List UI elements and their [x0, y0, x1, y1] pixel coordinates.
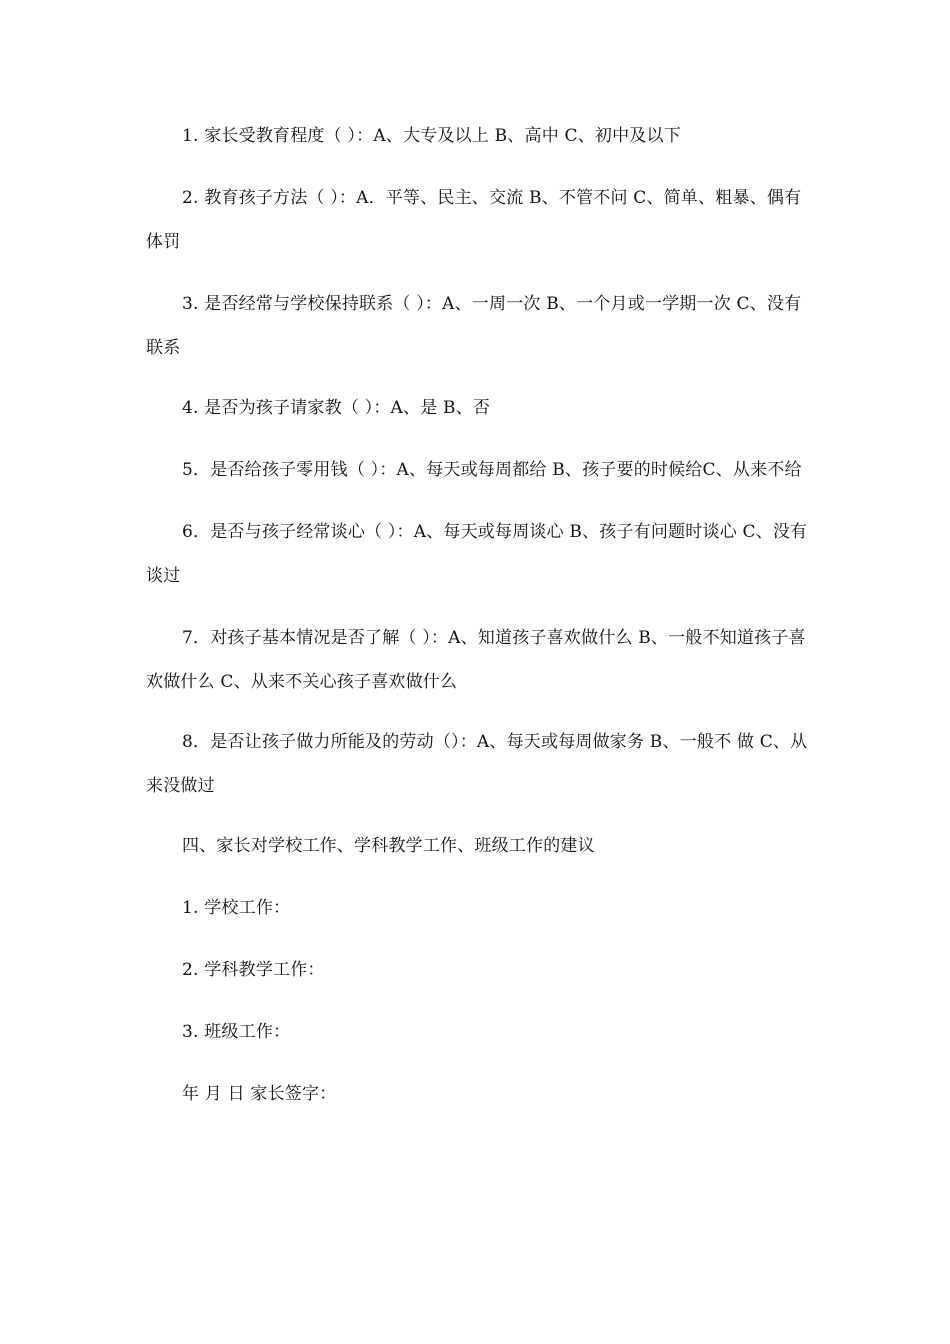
question-5: 5．是否给孩子零用钱（ ）：A、每天或每周都给 B、孩子要的时候给C、从来不给 [182, 460, 802, 480]
suggestion-class-work: 3. 班级工作： [182, 1022, 291, 1042]
question-2: 2. 教育孩子方法（ ）：A．平等、民主、交流 B、不管不问 C、简单、粗暴、偶有体罚 [146, 188, 802, 252]
signature-line: 年 月 日 家长签字： [182, 1084, 337, 1104]
suggestion-school-work: 1. 学校工作： [182, 898, 291, 918]
question-1: 1. 家长受教育程度（ ）：A、大专及以上 B、高中 C、初中及以下 [182, 126, 681, 146]
question-8: 8．是否让孩子做力所能及的劳动（）：A、每天或每周做家务 B、一般不 做 C、从来没做过 [146, 732, 808, 796]
question-6: 6．是否与孩子经常谈心（ ）：A、每天或每周谈心 B、孩子有问题时谈心 C、没有谈过 [146, 522, 808, 586]
question-7: 7．对孩子基本情况是否了解（ ）：A、知道孩子喜欢做什么 B、一般不知道孩子喜欢做什么 C、从来不关心孩子喜欢做什么 [146, 628, 806, 692]
suggestion-subject-teaching: 2. 学科教学工作： [182, 960, 325, 980]
section-4-heading: 四、家长对学校工作、学科教学工作、班级工作的建议 [182, 836, 595, 856]
question-4: 4. 是否为孩子请家教（ ）：A、是 B、否 [182, 398, 491, 418]
question-3: 3. 是否经常与学校保持联系（ ）：A、一周一次 B、一个月或一学期一次 C、没有联系 [146, 294, 802, 358]
